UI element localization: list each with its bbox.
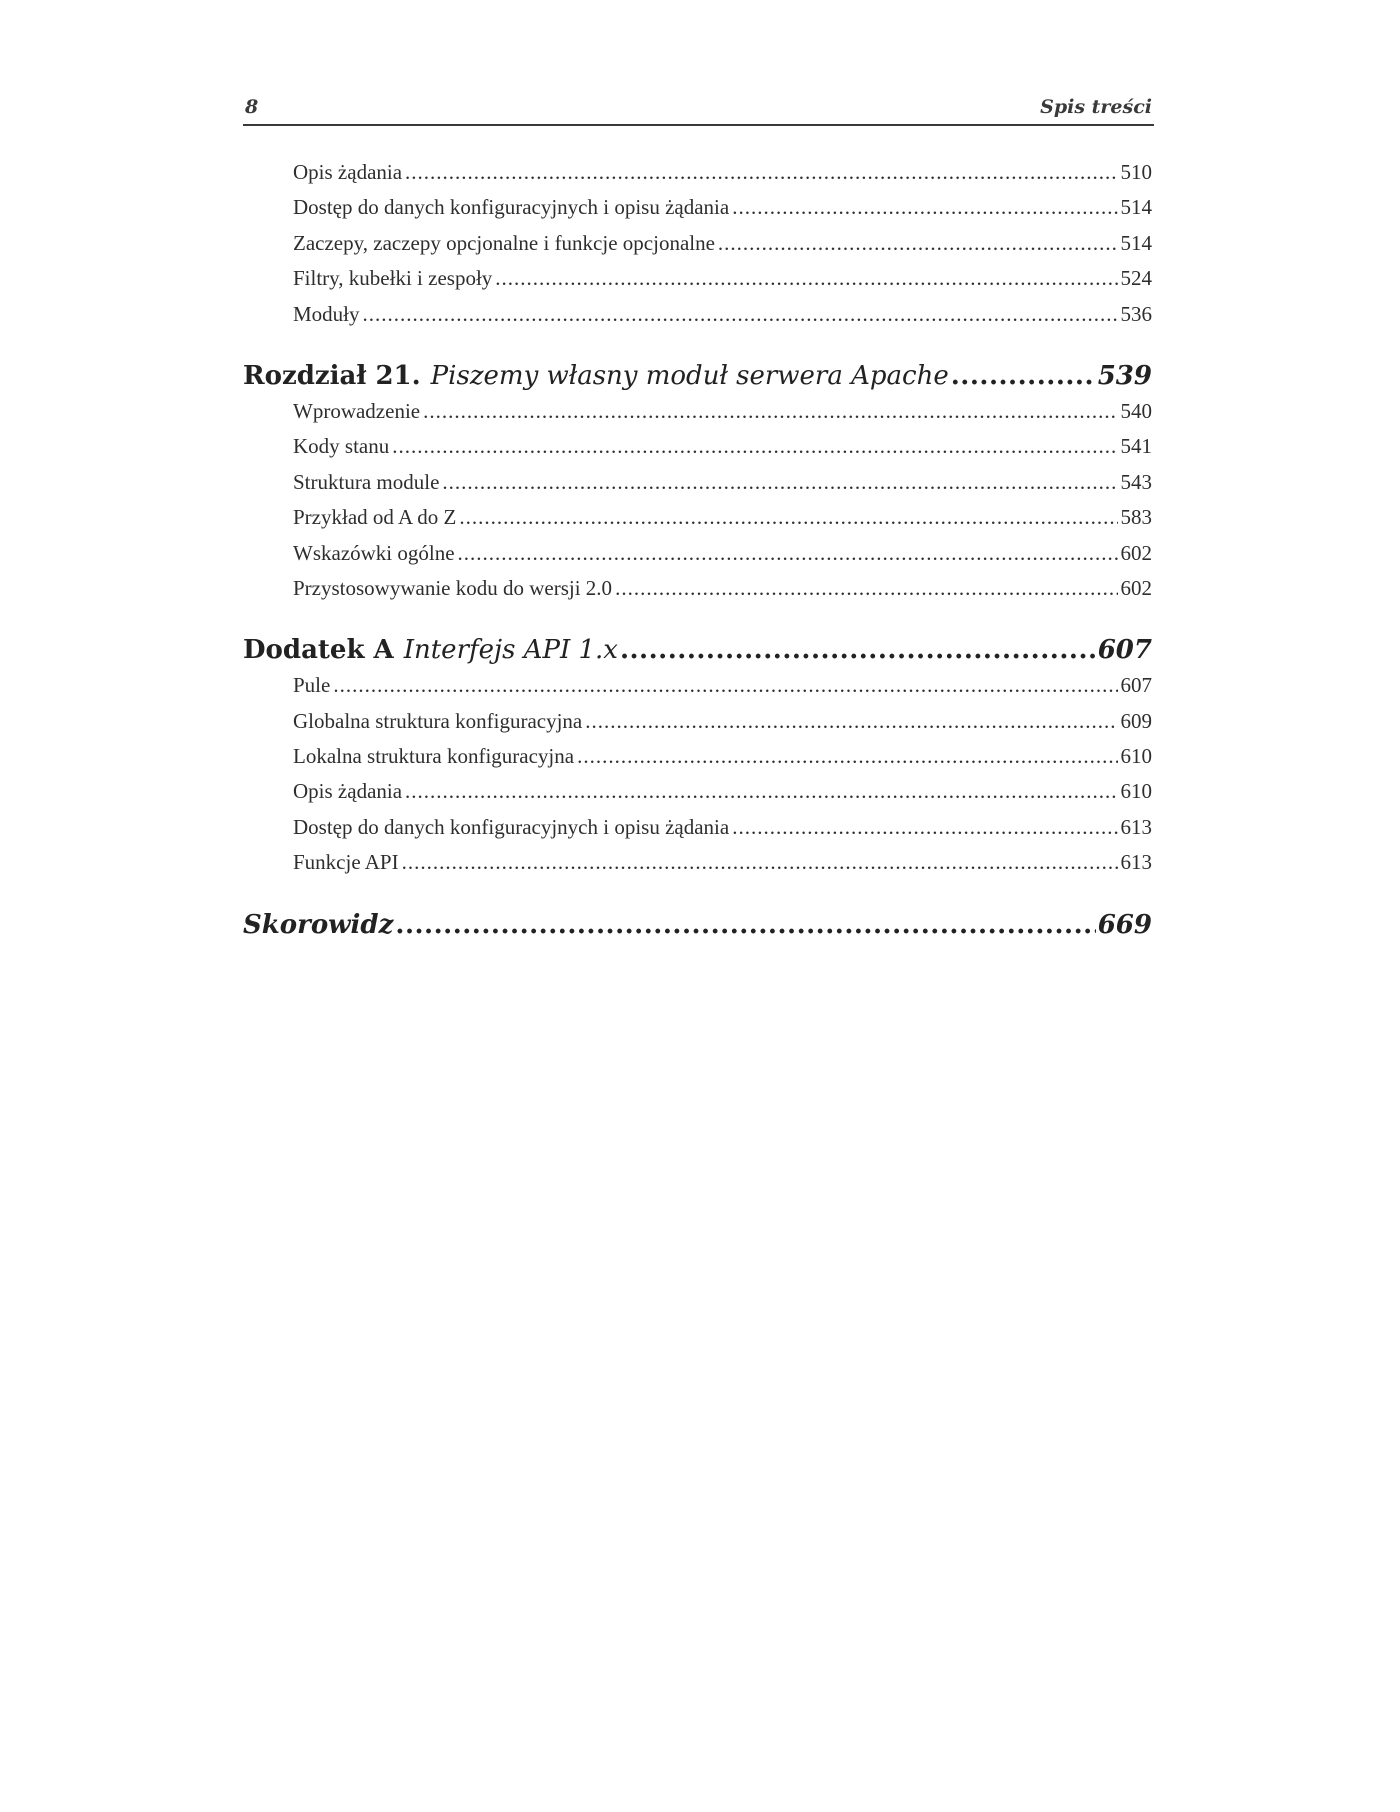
entry-page-number: 541 [1120,434,1152,459]
toc-entry[interactable] [243,266,1154,301]
toc-entry[interactable] [243,434,1154,469]
toc-entry[interactable] [243,576,1154,611]
dot-leader [459,505,1117,530]
entry-title: Przystosowywanie kodu do wersji 2.0 [293,575,613,600]
entry-title: Wskazówki ogólne [293,540,455,565]
entry-title: Filtry, kubełki i zespoły [293,266,493,291]
entry-page-number: 514 [1120,230,1152,255]
entry-page-number: 543 [1120,469,1152,494]
dot-leader [405,160,1117,185]
toc-entry[interactable] [243,470,1154,505]
entry-title: Struktura module [293,469,440,494]
entry-title: Dostęp do danych konfiguracyjnych i opisu żądania [293,814,730,839]
dot-leader [392,434,1117,459]
entry-title: Opis żądania [293,160,403,184]
dot-leader [423,399,1117,424]
dot-leader [405,779,1117,804]
entry-title: Kody stanu [293,434,390,459]
entry-title: Przykład od A do Z [293,505,457,530]
chapter-page-number: 607 [1097,635,1152,666]
entry-page-number: 602 [1120,575,1152,600]
dot-leader [363,302,1118,327]
entry-title: Lokalna struktura konfiguracyjna [293,744,575,769]
toc-entry[interactable] [243,302,1154,337]
entry-page-number: 613 [1120,850,1152,875]
entry-page-number: 613 [1120,814,1152,839]
page-number: 8 [245,96,259,118]
dot-leader [615,576,1117,601]
toc-chapter-heading[interactable] [243,910,1154,946]
chapter-title: Piszemy własny moduł serwera Apache [430,360,949,391]
dot-leader [402,850,1118,875]
toc-entry[interactable] [243,505,1154,540]
entry-page-number: 610 [1120,744,1152,769]
toc-entry[interactable] [243,815,1154,850]
toc-entry[interactable] [243,195,1154,230]
toc-entry[interactable] [243,850,1154,885]
entry-title: Zaczepy, zaczepy opcjonalne i funkcje opcjonalne [293,230,715,255]
toc-entry[interactable] [243,709,1154,744]
entry-title: Dostęp do danych konfiguracyjnych i opisu żądania [293,195,730,220]
dot-leader [732,815,1117,840]
dot-leader [718,231,1118,256]
entry-page-number: 610 [1120,779,1152,804]
dot-leader [495,266,1117,291]
entry-title: Wprowadzenie [293,398,421,423]
running-title: Spis treści [1040,96,1152,118]
chapter-label: Dodatek A [243,635,394,666]
toc-entry[interactable] [243,160,1154,195]
dot-leader [732,195,1117,220]
toc-entry[interactable] [243,231,1154,266]
chapter-title: Skorowidz [243,909,394,940]
dot-leader [951,361,1096,391]
entry-page-number: 536 [1120,301,1152,326]
chapter-page-number: 669 [1097,909,1152,940]
dot-leader [333,673,1117,698]
entry-page-number: 607 [1120,673,1152,698]
toc-entry[interactable] [243,399,1154,434]
toc-entry[interactable] [243,673,1154,708]
entry-page-number: 540 [1120,398,1152,423]
dot-leader [620,635,1096,665]
entry-title: Opis żądania [293,779,403,804]
toc-entry[interactable] [243,744,1154,779]
dot-leader [577,744,1117,769]
toc-chapter-heading[interactable] [243,635,1154,671]
toc-chapter-heading[interactable] [243,361,1154,397]
dot-leader [458,541,1118,566]
toc-entry[interactable] [243,541,1154,576]
chapter-label: Rozdział 21. [243,360,421,391]
entry-page-number: 510 [1120,160,1152,184]
entry-title: Globalna struktura konfiguracyjna [293,708,583,733]
entry-title: Pule [293,673,331,698]
table-of-contents [243,160,1154,948]
entry-page-number: 609 [1120,708,1152,733]
dot-leader [585,709,1117,734]
dot-leader [442,470,1117,495]
entry-page-number: 524 [1120,266,1152,291]
page-header [243,96,1154,126]
chapter-page-number: 539 [1097,360,1152,391]
chapter-title: Interfejs API 1.x [403,635,618,666]
entry-title: Funkcje API [293,850,399,875]
toc-entry[interactable] [243,779,1154,814]
entry-page-number: 583 [1120,505,1152,530]
entry-title: Moduły [293,301,360,326]
dot-leader [395,910,1095,940]
entry-page-number: 514 [1120,195,1152,220]
entry-page-number: 602 [1120,540,1152,565]
